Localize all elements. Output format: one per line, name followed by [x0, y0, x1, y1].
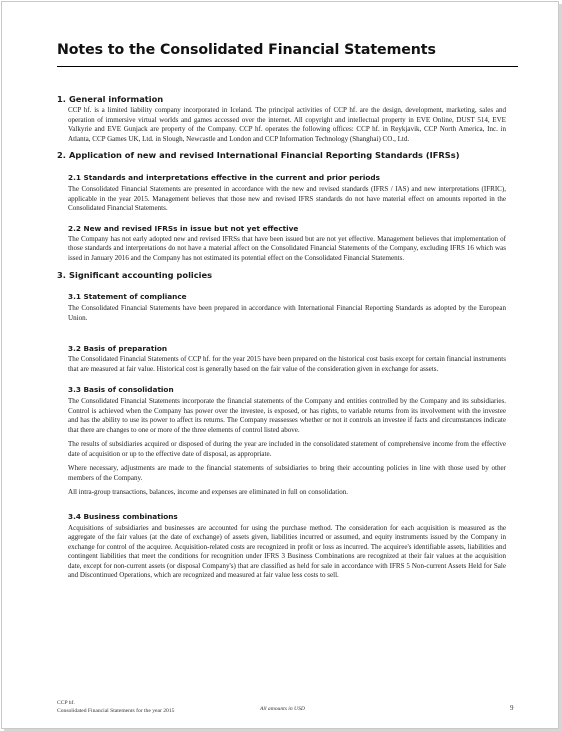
footer-company: CCP hf.: [57, 700, 75, 706]
section-2-heading: [57, 150, 506, 160]
notes-content: [57, 94, 506, 581]
section-3-4-heading: 3.4 Business combinations: [68, 511, 178, 521]
section-2-1-body: The Consolidated Financial Statements are presented in accordance with the new and revised standards (IFRS / IAS) and new interpretations (IFRIC), applicable in the year 2015. Management believes that those new and revised IFRS standards do not have material effect on amounts reported in the Consolidated Financial Statements.: [68, 185, 506, 212]
page-number: 9: [510, 704, 514, 712]
section-2-2-body: The Company has not early adopted new and revised IFRSs that have been issued but are not yet effective. Management believes that implementation of those standards and interpretations do not have a material affect on the Consolidated Financial Statements of the Company, excluding IFRS 16 which was issed in January 2016 and the Company has not estimated its potential effect on the Consolidated Financial Statements.: [68, 234, 506, 262]
footer-amounts-note: All amounts in USD: [260, 706, 305, 712]
section-3-3-paragraph-4: All intra-group transactions, balances, income and expenses are eliminated in full on consolidation.: [68, 488, 349, 496]
section-2-title: Application of new and revised International Financial Reporting Standards (IFRSs): [69, 150, 460, 160]
section-3-3-paragraph-2: The results of subsidiaries acquired or disposed of during the year are included in the consolidated statement of comprehensive income from the effective date of acquisition or up to the effective date of disposal, as appropriate.: [68, 440, 506, 458]
section-3-3-heading: 3.3 Basis of consolidation: [68, 385, 174, 394]
section-3-number: 3.: [57, 270, 66, 280]
section-3-3-paragraph-3: Where necessary, adjustments are made to the financial statements of subsidiaries to bring their accounting policies in line with those used by other members of the Company.: [68, 464, 506, 482]
section-2-number: 2.: [57, 150, 66, 160]
section-2-1-heading: 2.1 Standards and interpretations effective in the current and prior periods: [68, 173, 380, 182]
section-1-number: 1.: [57, 94, 66, 104]
title-rule: [57, 66, 518, 67]
footer-left: [57, 699, 174, 715]
section-3-2-body: The Consolidated Financial Statements of CCP hf. for the year 2015 have been prepared on the historical cost basis except for certain financial instruments that are measured at fair value. Historical cost is generally based on the fair value of the consideration given in exchange for assets.: [68, 355, 506, 373]
section-3-1-heading: 3.1 Statement of compliance: [68, 292, 187, 301]
section-2-2-heading: 2.2 New and revised IFRSs in issue but not yet effective: [68, 223, 299, 233]
section-1-heading: [57, 94, 506, 104]
section-3-title: Significant accounting policies: [69, 270, 213, 280]
section-3-heading: [57, 270, 506, 280]
page-title: Notes to the Consolidated Financial Statements: [57, 42, 436, 58]
section-3-3-paragraph-1: The Consolidated Financial Statements incorporate the financial statements of the Company and entities controlled by the Company and its subsidiaries. Control is achieved when the Company has power over the investee, is exposed, or has rights, to variable returns from its involvement with the investee and has the ability to use its power to affect its returns. The Company reassesses whether or not it controls an investee if facts and circumstances indicate that there are changes to one or more of the three elements of control listed above.: [68, 397, 506, 434]
section-3-4-body: Acquisitions of subsidiaries and businesses are accounted for using the purchase method. The consideration for each acquisition is measured as the aggregate of the fair values (at the date of exchange) of assets given, liabilities incurred or assumed, and equity instruments issued by the Company in exchange for control of the acquiree. Acquisition-related costs are recognized in profit or loss as incurred. The acquiree's identifiable assets, liabilities and contingent liabilities that meet the conditions for recognition under IFRS 3 Business Combinations are recognized at their fair values at the acquisition date, except for non-current assets (or disposal Company's) that are classified as held for sale in accordance with IFRS 5 Non-current Assets Held for Sale and Discontinued Operations, which are recognized and measured at fair value less costs to sell.: [68, 523, 506, 579]
section-3-2-heading: 3.2 Basis of preparation: [68, 344, 168, 353]
section-3-1-body: The Consolidated Financial Statements have been prepared in accordance with International Financial Reporting Standards as adopted by the European Union.: [68, 304, 506, 322]
section-1-title: General information: [69, 94, 164, 104]
footer-document-name: Consolidated Financial Statements for the year 2015: [57, 708, 175, 714]
section-1-body: CCP hf. is a limited liability company incorporated in Iceland. The principal activities of CCP hf. are the design, development, marketing, sales and operation of immersive virtual worlds and games accessed over the internet. All copyright and intellectual property in EVE Online, DUST 514, EVE Valkyrie and EVE Gunjack are property of the Company. CCP hf. operates the following offices: CCP hf. in Reykjavik, CCP North America, Inc. in Atlanta, CCP Games UK, Ltd. in Slough, Newcastle and London and CCP Information Technology (Shanghai) CO., Ltd.: [68, 106, 506, 143]
